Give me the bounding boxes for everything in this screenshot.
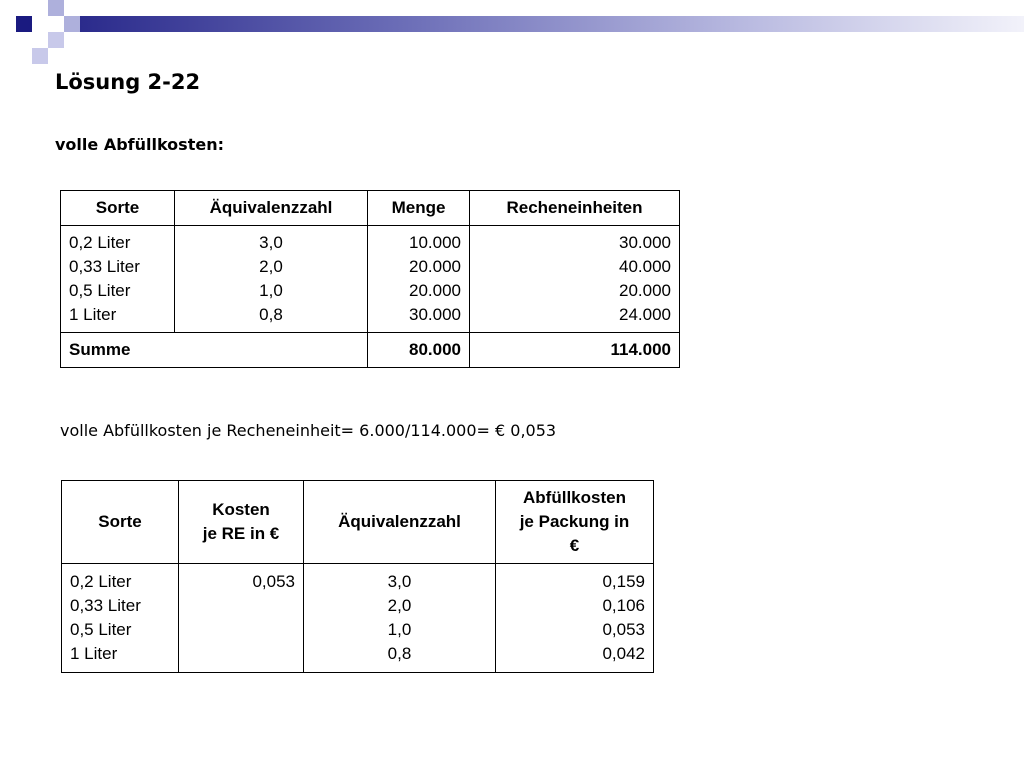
menge-cell: [368, 226, 470, 333]
deco-square-lavender: [48, 32, 64, 48]
menge-value: 30.000: [409, 305, 461, 324]
aequivalenzzahl-value: 2,0: [387, 596, 412, 615]
recheneinheiten-value: 24.000: [619, 305, 671, 324]
aequivalenzzahl-value: 1,0: [259, 281, 283, 300]
aequivalenzzahl-value: 0,8: [387, 644, 412, 663]
table-header-row: [61, 191, 680, 226]
aequivalenzzahl-value: 1,0: [387, 620, 412, 639]
section-subtitle: volle Abfüllkosten:: [55, 135, 224, 154]
recheneinheiten-value: 20.000: [619, 281, 671, 300]
deco-square-lavender: [32, 48, 48, 64]
sorte-value: 0,5 Liter: [69, 281, 131, 300]
abfuellkosten-value: 0,053: [602, 620, 645, 639]
sorte-value: 0,2 Liter: [70, 572, 132, 591]
header-kosten-line: je RE in €: [202, 524, 280, 543]
kosten-je-re-value: 0,053: [252, 572, 295, 591]
header-menge: Menge: [368, 191, 470, 226]
kosten-je-re-cell: [179, 564, 304, 673]
sorte-value: 0,33 Liter: [69, 257, 140, 276]
sorte-value: 1 Liter: [69, 305, 117, 324]
header-kosten-line: Kosten: [212, 500, 270, 519]
abfuellkosten-value: 0,159: [602, 572, 645, 591]
table-row: [62, 564, 654, 673]
sum-label: Summe: [61, 333, 368, 368]
sorte-cell: [61, 226, 175, 333]
sorte-cell: [62, 564, 179, 673]
recheneinheiten-value: 40.000: [619, 257, 671, 276]
abfuellkosten-cell: [496, 564, 654, 673]
deco-square-lavender: [48, 0, 64, 16]
header-aequivalenzzahl: Äquivalenzzahl: [175, 191, 368, 226]
aequivalenzzahl-cell: [175, 226, 368, 333]
abfuellkosten-table: [61, 480, 654, 673]
menge-value: 10.000: [409, 233, 461, 252]
aequivalenzzahl-value: 3,0: [387, 572, 412, 591]
header-abfuellkosten-line: Abfüllkosten: [523, 488, 626, 507]
header-aequivalenzzahl: Äquivalenzzahl: [304, 481, 496, 564]
sorte-value: 1 Liter: [70, 644, 118, 663]
aequivalenzzahl-cell: [304, 564, 496, 673]
menge-value: 20.000: [409, 281, 461, 300]
recheneinheiten-cell: [470, 226, 680, 333]
sorte-value: 0,33 Liter: [70, 596, 141, 615]
menge-value: 20.000: [409, 257, 461, 276]
page-title: Lösung 2-22: [55, 70, 201, 94]
table-row: [61, 226, 680, 333]
header-abfuellkosten-line: €: [569, 536, 580, 555]
header-sorte: Sorte: [62, 481, 179, 564]
header-gradient-bar: [80, 16, 1024, 32]
header-sorte: Sorte: [61, 191, 175, 226]
sum-row: [61, 333, 680, 368]
sum-menge: 80.000: [368, 333, 470, 368]
sorte-value: 0,2 Liter: [69, 233, 131, 252]
header-kosten-je-re: [179, 481, 304, 564]
aequivalenzzahl-value: 0,8: [259, 305, 283, 324]
sum-recheneinheiten: 114.000: [470, 333, 680, 368]
aequivalenzzahl-value: 2,0: [259, 257, 283, 276]
abfuellkosten-value: 0,042: [602, 644, 645, 663]
formula-text: volle Abfüllkosten je Recheneinheit= 6.000/114.000= € 0,053: [60, 421, 557, 440]
recheneinheiten-table: [60, 190, 680, 368]
header-abfuellkosten-line: je Packung in: [519, 512, 630, 531]
deco-square-lavender: [64, 16, 80, 32]
abfuellkosten-value: 0,106: [602, 596, 645, 615]
sorte-value: 0,5 Liter: [70, 620, 132, 639]
deco-square-navy: [16, 16, 32, 32]
header-recheneinheiten: Recheneinheiten: [470, 191, 680, 226]
table-header-row: [62, 481, 654, 564]
recheneinheiten-value: 30.000: [619, 233, 671, 252]
aequivalenzzahl-value: 3,0: [259, 233, 283, 252]
header-abfuellkosten: [496, 481, 654, 564]
